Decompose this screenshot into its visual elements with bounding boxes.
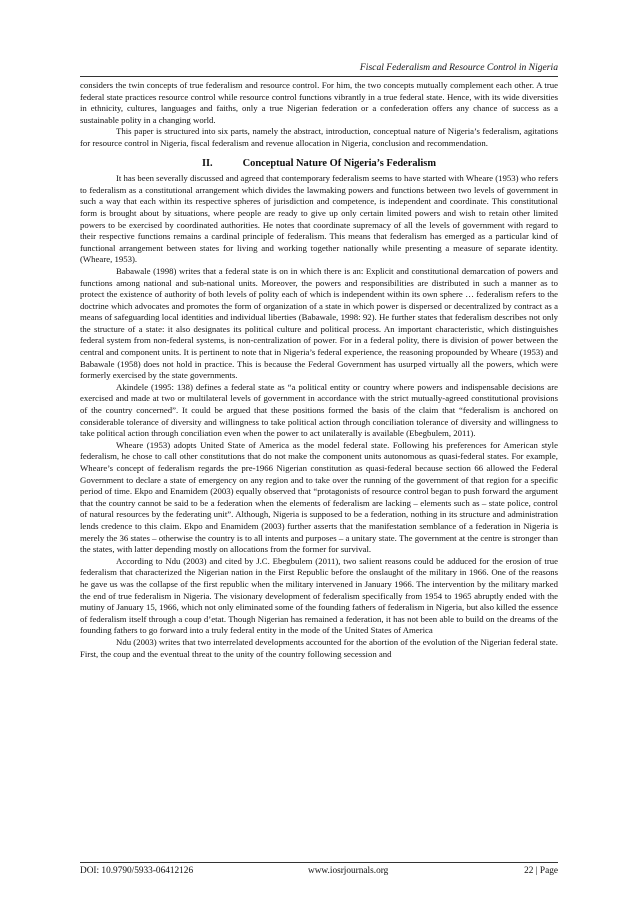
page-content: [80, 80, 558, 660]
section-title: Conceptual Nature Of Nigeria’s Federalism: [242, 157, 437, 169]
footer-rule: [80, 862, 558, 863]
body-paragraph-5: According to Ndu (2003) and cited by J.C. Ebegbulem (2011), two salient reasons could be adduced for the erosion of true federalism that characterized the Nigerian nation in the First Republic before the onslaught of the military in 1966. One of the reasons he gave us was the collapse of the first republic when the military intervened in January 1966. The intervention by the military marked the end of true federalism in Nigeria. The visionary development of federalism specifically from 1954 to 1965 abruptly ended with the mutiny of January 15, 1966, which not only eliminated some of the founding fathers of federalism in Nigeria, but also killed the essence of federalism itself through a coup d’etat. Though Nigerian has remained a federation, it has not been able to build on the dreams of the founding fathers to go forward into a truly federal entity in the mode of the United States of America: [80, 555, 558, 636]
body-paragraph-4: Wheare (1953) adopts United State of America as the model federal state. Following his preferences for American style federalism, he chose to call other constitutions that do not make the component units autonomous as quasi-federal states. For example, Wheare’s concept of federalism regards the pre-1966 Nigerian constitution as quasi-federal because section 66 allowed the Federal Government to declare a state of emergency on any region and to take over the running of the government of that region for a specific period of time. Ekpo and Enamidem (2003) equally observed that “protagonists of resource control began to push forward the argument that the country cannot be said to be a federation when the elements of federalism are lacking – elements such as – state police, control of natural resources by the federating unit”. Although, Nigeria is supposed to be a federation, nothing in its structure and administration lends credence to this claim. Ekpo and Enamidem (2003) further asserts that the manifestation semblance of a federation in Nigeria is merely the 36 states – otherwise the country is to all intents and purposes – a unitary state. The government at the centre is stronger than the states, with latter depending mostly on allocations from the former for survival.: [80, 439, 558, 555]
footer-page-number: 22 | Page: [524, 866, 558, 876]
intro-paragraph-2: This paper is structured into six parts, namely the abstract, introduction, conceptual nature of Nigeria’s federalism, agitations for resource control in Nigeria, fiscal federalism and revenue allocation in Nigeria, conclusion and recommendation.: [80, 126, 558, 148]
footer-doi: DOI: 10.9790/5933-06412126: [80, 866, 194, 876]
body-paragraph-3: Akindele (1995: 138) defines a federal state as “a political entity or country where powers and indispensable decisions are exercised and made at two or multilateral levels of government in accordance with the strict mutually-agreed constitutional provisions of the country concerned”. It could be argued that these positions formed the basis of the claim that “federalism is anchored on considerable tolerance of diversity and willingness to take political action through conciliation tolerance of diversity and willingness to take political action through conciliation even when the power to act unilaterally is available (Ebegbulem, 2011).: [80, 381, 558, 439]
body-paragraph-6: Ndu (2003) writes that two interrelated developments accounted for the abortion of the evolution of the Nigerian federal state. First, the coup and the eventual threat to the unity of the country following secession and: [80, 636, 558, 659]
section-heading: [80, 158, 558, 170]
intro-paragraph-1: considers the twin concepts of true federalism and resource control. For him, the two concepts mutually complement each other. A true federal state practices resource control while resource control functions vibrantly in a true federal state. Hence, with its wide diversities in ethnicity, cultures, languages and faiths, only a true Nigerian federation or a confederation offers any chance of success as a sustainable polity in a changing world.: [80, 80, 558, 125]
section-number: II.: [201, 157, 213, 169]
footer-website: www.iosrjournals.org: [308, 866, 389, 876]
header-rule: [80, 76, 558, 77]
body-paragraph-2: Babawale (1998) writes that a federal state is on in which there is an: Explicit and constitutional demarcation of powers and functions among national and sub-national units. Moreover, the powers and responsibilities are distributed in such a manner as to protect the existence of authority of both levels of polity each of which is independent within its own sphere … federalism refers to the doctrine which advocates and promotes the form of organization of a state in which power is dispersed or decentralized by contract as a means of safeguarding local identities and individual liberties (Babawale, 1998: 92). He further states that federalism describes not only the structure of a state: it also designates its political culture and political process. An important characteristic, which distinguishes federal system from non-federal systems, is non-centralization of power. For in a federal polity, there is division of power between the central and component units. It is pertinent to note that in Nigeria’s federal experience, the reasoning propounded by Wheare (1953) and Babawale (1958) does not hold in practice. This is because the Federal Government has usurped virtually all the powers, which were formerly exercised by the state governments.: [80, 265, 558, 381]
body-paragraph-1: It has been severally discussed and agreed that contemporary federalism seems to have started with Wheare (1953) who refers to federalism as a constitutional arrangement which divides the lawmaking powers and functions between two levels of government in such a way that each within its respective spheres of jurisdiction and competence, is independent and coordinate. This constitutional form is brought about by situations, where people are ready to give up only certain limited powers and wish to retain other limited powers to be exercised by coordinated authorities. He notes that coordinate supremacy of all the levels of government with regard to their respective functions remains a cardinal principle of federalism. This means that federalism has emerged as a particular kind of functional arrangement between states for living and working together nationally while presenting a measure of separate identity. (Wheare, 1953).: [80, 173, 558, 265]
running-header: Fiscal Federalism and Resource Control in Nigeria: [359, 62, 558, 73]
